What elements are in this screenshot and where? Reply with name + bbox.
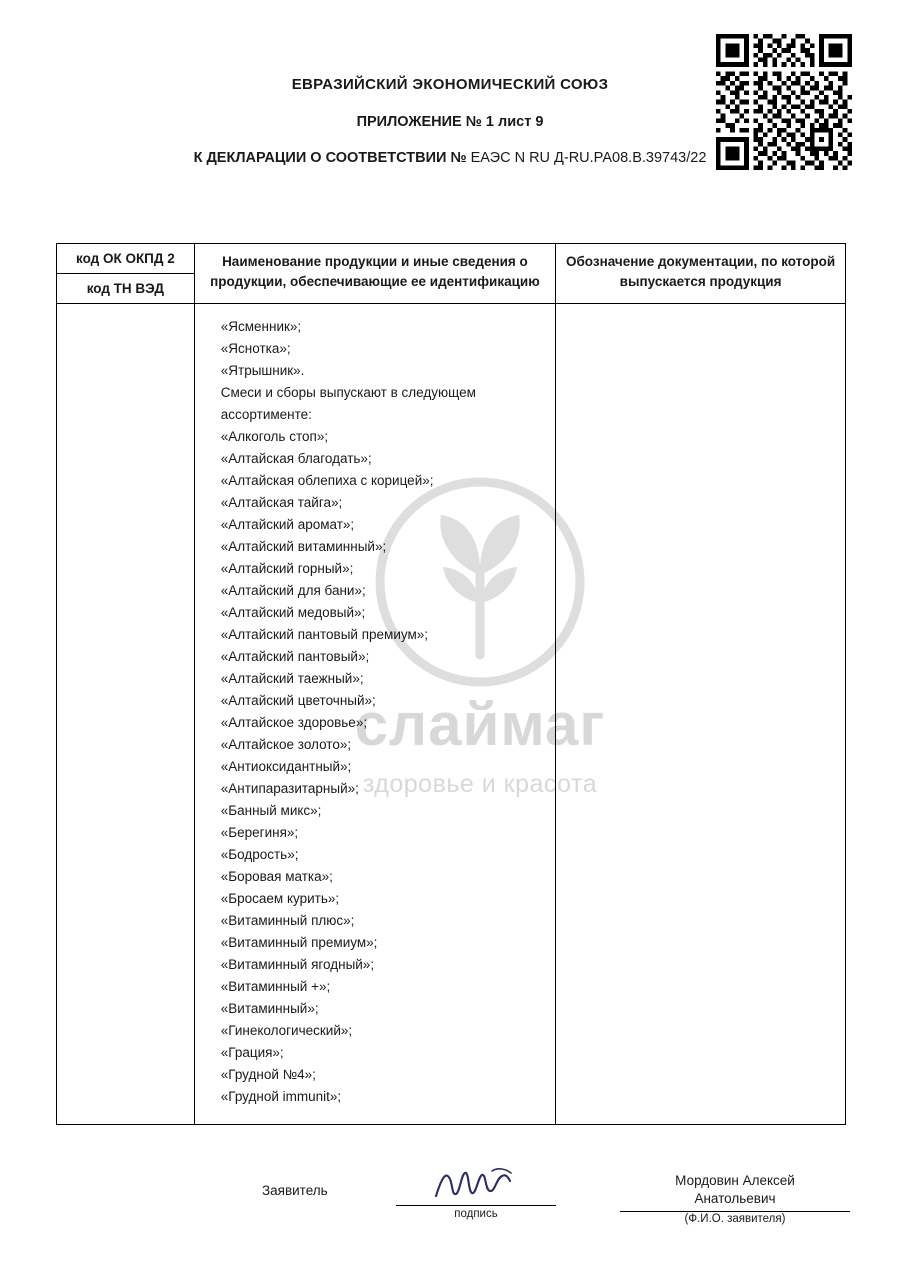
table-header-row xyxy=(57,244,846,304)
list-item: «Алкоголь стоп»; xyxy=(220,429,329,444)
organization-title: ЕВРАЗИЙСКИЙ ЭКОНОМИЧЕСКИЙ СОЮЗ xyxy=(291,76,609,93)
declaration-number: ЕАЭС N RU Д-RU.РА08.В.39743/22 xyxy=(470,150,707,166)
list-item: «Алтайский горный»; xyxy=(220,561,354,576)
applicant-name-line2: Анатольевич xyxy=(694,1191,776,1207)
list-item: «Алтайский витаминный»; xyxy=(220,539,387,554)
header-cell-codes xyxy=(57,244,195,304)
list-item: «Гинекологический»; xyxy=(220,1023,353,1038)
list-item: «Витаминный»; xyxy=(220,1001,319,1016)
list-item: «Алтайский медовый»; xyxy=(220,605,366,620)
list-item: «Витаминный ягодный»; xyxy=(220,957,375,972)
list-item: «Алтайская благодать»; xyxy=(220,451,372,466)
list-item: «Бросаем курить»; xyxy=(220,891,340,906)
signature-underline xyxy=(396,1205,556,1206)
list-item: «Алтайский аромат»; xyxy=(220,517,355,532)
applicant-name xyxy=(620,1172,850,1208)
signature-image xyxy=(432,1163,522,1208)
list-item: «Бодрость»; xyxy=(220,847,299,862)
header-cell-documentation: Обозначение документации, по которой выпускается продукция xyxy=(556,244,846,304)
document-header xyxy=(0,76,900,166)
header-tnved: код ТН ВЭД xyxy=(86,281,165,296)
handwritten-signature-icon xyxy=(432,1163,522,1203)
header-okpd: код ОК ОКПД 2 xyxy=(57,244,194,274)
list-item: «Антипаразитарный»; xyxy=(220,781,359,796)
list-item: «Банный микс»; xyxy=(220,803,322,818)
watermark-text: слаймаг xyxy=(354,691,606,758)
list-item: «Ясменник»; xyxy=(220,319,302,334)
list-item: «Алтайский для бани»; xyxy=(220,583,366,598)
list-item: «Грудной №4»; xyxy=(220,1067,316,1082)
list-item: «Яснотка»; xyxy=(220,341,291,356)
list-item: «Алтайская тайга»; xyxy=(220,495,343,510)
applicant-name-line1: Мордовин Алексей xyxy=(675,1173,795,1188)
list-item: «Антиоксидантный»; xyxy=(220,759,352,774)
list-item: «Витаминный плюс»; xyxy=(220,913,355,928)
list-item: «Витаминный +»; xyxy=(220,979,331,994)
list-item: «Алтайский пантовый премиум»; xyxy=(220,627,428,642)
list-item: «Алтайская облепиха с корицей»; xyxy=(220,473,434,488)
table-body-row xyxy=(57,304,846,1125)
list-item: Смеси и сборы выпускают в следующем xyxy=(220,385,476,400)
list-item: «Грудной immunit»; xyxy=(220,1089,342,1104)
signature-caption: подпись xyxy=(454,1208,498,1220)
list-item: «Берегиня»; xyxy=(220,825,299,840)
header-cell-product-name: Наименование продукции и иные сведения о продукции, обеспечивающие ее идентификацию xyxy=(194,244,555,304)
applicant-name-underline xyxy=(620,1211,850,1212)
watermark-subtext: здоровье и красота xyxy=(362,770,598,798)
list-item: «Боровая матка»; xyxy=(220,869,333,884)
cell-documentation xyxy=(556,304,846,1125)
list-item: ассортименте: xyxy=(220,407,312,422)
list-item: «Грация»; xyxy=(220,1045,284,1060)
product-table xyxy=(56,243,846,1125)
list-item: «Алтайское золото»; xyxy=(220,737,352,752)
declaration-line xyxy=(0,150,900,166)
cell-codes xyxy=(57,304,195,1125)
list-item: «Витаминный премиум»; xyxy=(220,935,378,950)
list-item: «Алтайский цветочный»; xyxy=(220,693,376,708)
appendix-title: ПРИЛОЖЕНИЕ № 1 лист 9 xyxy=(356,114,544,130)
list-item: «Алтайский таежный»; xyxy=(220,671,364,686)
signature-footer xyxy=(0,1155,900,1245)
declaration-prefix: К ДЕКЛАРАЦИИ О СООТВЕТСТВИИ № xyxy=(193,150,467,166)
cell-product-list xyxy=(194,304,555,1125)
list-item: «Алтайский пантовый»; xyxy=(220,649,370,664)
list-item: «Ятрышник». xyxy=(220,363,305,378)
list-item: «Алтайское здоровье»; xyxy=(220,715,368,730)
applicant-name-caption: (Ф.И.О. заявителя) xyxy=(684,1213,786,1225)
applicant-label: Заявитель xyxy=(262,1183,328,1198)
